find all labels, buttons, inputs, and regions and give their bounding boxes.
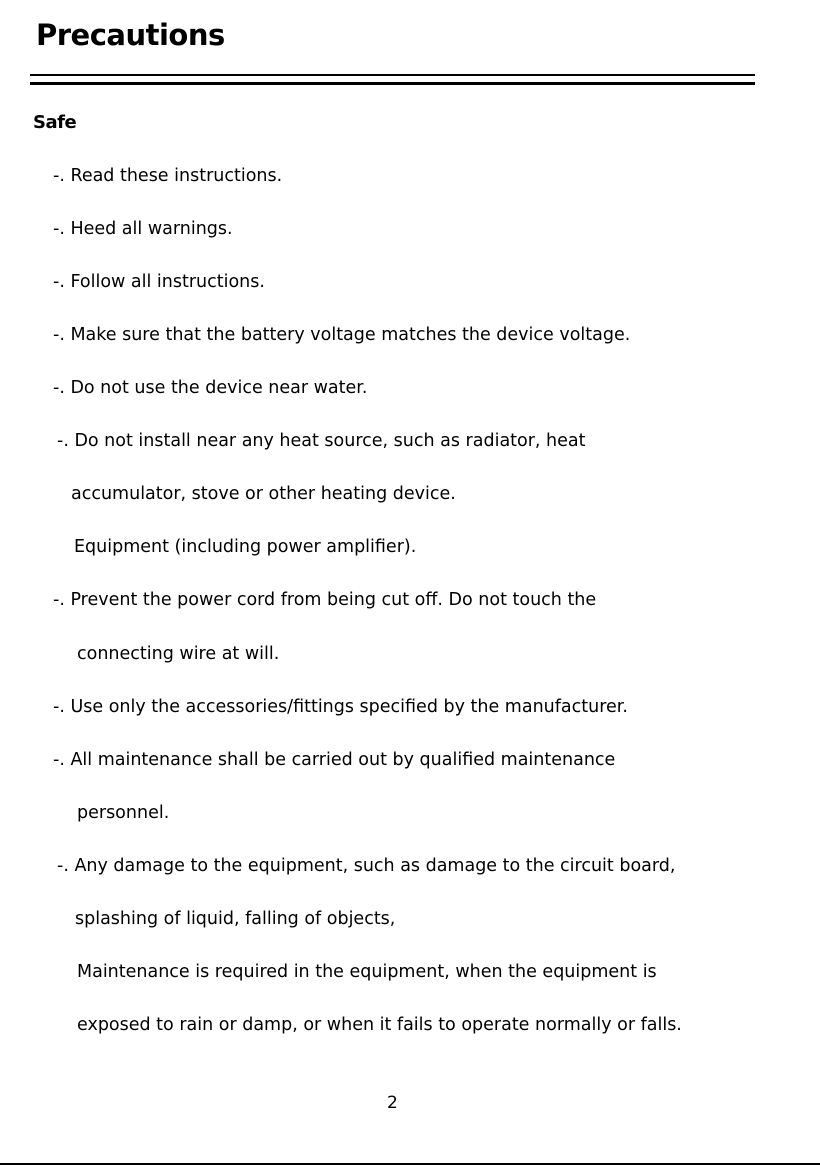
page-number: 2 <box>387 1093 398 1113</box>
list-item: -. Heed all warnings. <box>53 219 233 239</box>
list-item-continuation: connecting wire at will. <box>77 644 280 664</box>
list-item: -. Do not use the device near water. <box>53 378 368 398</box>
list-item: -. All maintenance shall be carried out by qualified maintenance <box>53 750 616 770</box>
page-title: Precautions <box>36 18 225 52</box>
list-item-continuation: Maintenance is required in the equipment, when the equipment is <box>77 962 657 982</box>
list-item-continuation: exposed to rain or damp, or when it fails to operate normally or falls. <box>77 1015 682 1035</box>
title-divider-top <box>30 74 755 76</box>
list-item-continuation: splashing of liquid, falling of objects, <box>75 909 396 929</box>
list-item: -. Do not install near any heat source, such as radiator, heat <box>57 431 586 451</box>
list-item: -. Prevent the power cord from being cut off. Do not touch the <box>53 590 597 610</box>
list-item: -. Any damage to the equipment, such as damage to the circuit board, <box>57 856 676 876</box>
list-item-continuation: Equipment (including power amplifier). <box>74 537 417 557</box>
bottom-divider <box>0 1163 820 1165</box>
section-heading: Safe <box>33 112 77 133</box>
list-item: -. Read these instructions. <box>53 166 283 186</box>
list-item-continuation: accumulator, stove or other heating device. <box>71 484 456 504</box>
title-divider-bottom <box>30 82 755 85</box>
list-item: -. Follow all instructions. <box>53 272 265 292</box>
list-item: -. Use only the accessories/fittings specified by the manufacturer. <box>53 697 628 717</box>
list-item: -. Make sure that the battery voltage matches the device voltage. <box>53 325 631 345</box>
list-item-continuation: personnel. <box>77 803 170 823</box>
